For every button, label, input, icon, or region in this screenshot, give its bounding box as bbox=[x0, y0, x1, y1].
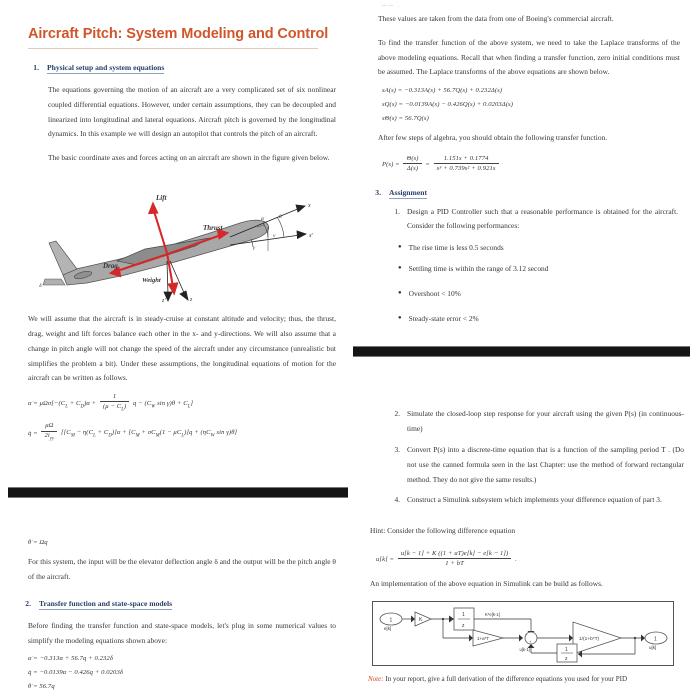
note-text: In your report, give a full derivation of the difference equations you used for your PID bbox=[385, 675, 628, 684]
simulink-block-diagram bbox=[372, 601, 674, 666]
equation-numeric-theta: θ̇ = 56.7q bbox=[28, 683, 55, 691]
assignment-item-4-text: Construct a Simulink subsystem which implements your difference equation of part 3. bbox=[407, 495, 662, 505]
performance-bullet-1 bbox=[398, 262, 684, 276]
label-drag: Drag bbox=[103, 262, 118, 271]
page-break-bar-left bbox=[8, 487, 348, 498]
section-2-heading bbox=[20, 599, 336, 610]
equation-difference: u[k] = $\frac{u[k - 1] + K ((1 + aT)e[k] - e[k - 1])}{1 + bT}$ . bbox=[376, 549, 517, 567]
simulink-sum-plus: + bbox=[525, 632, 528, 638]
equation-theta-dot: θ̇ = Ωq bbox=[28, 539, 48, 547]
performance-bullet-2-text: Overshoot < 10% bbox=[408, 289, 461, 299]
section-1-paragraph-4: For this system, the input will be the elevator deflection angle δ and the output will be the pitch angle θ of the aircraft. bbox=[28, 557, 336, 581]
label-weight: Weight bbox=[142, 277, 161, 285]
note-label: Note: bbox=[368, 675, 384, 684]
label-axis-z-prime: z' bbox=[162, 298, 166, 304]
aircraft-body bbox=[43, 220, 269, 285]
equation-laplace-3: sΘ(s) = 56.7Q(s) bbox=[382, 115, 429, 123]
section-1-paragraph-1: The equations governing the motion of an aircraft are a very complicated set of six nonlinear coupled differential equations. However, under certain assumptions, they can be decoupled and linearized into longitudinal and lateral equations. Aircraft pitch is governed by the longitudinal dynamics. In this example we will design an autopilot that controls the pitch of an aircraft. bbox=[48, 85, 336, 139]
simulink-gain-k: K bbox=[419, 617, 423, 624]
section-1-heading bbox=[28, 63, 336, 74]
assignment-item-1-marker: 1. bbox=[394, 206, 400, 216]
hint-label: Hint: bbox=[370, 526, 386, 536]
simulink-output-port-num: 1 bbox=[654, 636, 657, 643]
aircraft-forces-diagram bbox=[25, 175, 325, 303]
assignment-item-2-marker: 2. bbox=[394, 409, 400, 419]
section-2-title: Transfer function and state-space models bbox=[39, 598, 173, 608]
label-axis-x: x bbox=[308, 203, 311, 210]
equation-numeric-alpha: α̇ = −0.313α + 56.7q + 0.232δ bbox=[28, 655, 113, 663]
bullet-dot-icon: ● bbox=[398, 315, 402, 322]
simulink-input-port-num: 1 bbox=[389, 617, 393, 624]
label-axis-x-prime: x' bbox=[309, 233, 313, 240]
equation-alpha-dot: α̇ = $\mu\Omega\sigma[-(C_L + C_D)\alpha$ + $\frac{1}{(\mu - C_L)}$ $q - (C_W$ $\sin \gamma)\theta + C_L$] bbox=[28, 392, 194, 413]
simulink-signal-top-label: K*e[k-1] bbox=[485, 612, 500, 618]
performance-bullet-0 bbox=[398, 241, 684, 255]
assignment-item-3 bbox=[390, 443, 684, 487]
section-2-paragraph-1: Before finding the transfer function and state-space models, let's plug in some numerical values to simplify the modeling equations shown above: bbox=[28, 620, 336, 645]
simulink-delay2-den: z bbox=[565, 656, 568, 663]
simulink-sum-minus: + bbox=[529, 639, 532, 645]
section-3-title: Assignment bbox=[389, 187, 427, 197]
assignment-item-2 bbox=[390, 407, 684, 437]
simulink-signal-bottom-label: u[k-1] bbox=[519, 647, 530, 653]
label-alpha: α bbox=[261, 216, 264, 223]
section-1-title: Physical setup and system equations bbox=[47, 63, 165, 72]
label-theta: θ bbox=[279, 214, 282, 221]
tf-denominator: s³ + 0.739s² + 0.921s bbox=[436, 164, 496, 172]
equation-laplace-1: sA(s) = −0.313A(s) + 56.7Q(s) + 0.232Δ(s) bbox=[382, 87, 503, 95]
assignment-item-2-text: Simulate the closed-loop step response for your aircraft using the given P(s) (in continuous-time) bbox=[407, 409, 684, 434]
cut-off-equation-fragment: —— . bbox=[382, 4, 402, 9]
tf-lhs: P(s) bbox=[382, 160, 394, 168]
simulink-gain-a: 1+a*T bbox=[477, 636, 490, 642]
section-1-paragraph-2: The basic coordinate axes and forces acting on an aircraft are shown in the figure given below. bbox=[48, 153, 330, 163]
section-1-paragraph-3: We will assume that the aircraft is in steady-cruise at constant altitude and velocity; thus, the thrust, drag, weight and lift forces balance each other in the x- and y-directions. We will also assume that a change in pitch angle will not change the speed of the aircraft under any circumstance (unrealistic but simplifies the problem a bit). Under these assumptions, the longitudinal equations of motion for the aircraft can be written as follows. bbox=[28, 314, 336, 383]
assignment-item-4-marker: 4. bbox=[394, 495, 400, 505]
label-delta: δ bbox=[39, 283, 42, 290]
right-paragraph-2: To find the transfer function of the above system, we need to take the Laplace transforms of the above modeling equations. Recall that when finding a transfer function, zero initial conditions must be assumed. The Laplace transforms of the above equations are shown below. bbox=[378, 37, 680, 77]
assignment-item-1-text: Design a PID Controller such that a reasonable performance is obtained for the aircraft. Consider the following performances: bbox=[407, 206, 678, 231]
page-title: Aircraft Pitch: System Modeling and Control bbox=[28, 26, 329, 42]
difference-eq-denominator: 1 + bT bbox=[445, 559, 464, 567]
simulink-input-label: e[k] bbox=[384, 626, 392, 632]
difference-eq-numerator: u[k − 1] + K ((1 + aT)e[k] − e[k − 1]) bbox=[398, 550, 512, 560]
section-3-number: 3. bbox=[375, 187, 381, 197]
section-2-number: 2. bbox=[25, 598, 31, 608]
equation-laplace-2: sQ(s) = −0.0139A(s) − 0.426Q(s) + 0.0203Δ(s) bbox=[382, 101, 514, 109]
performance-bullet-0-text: The rise time is less 0.5 seconds bbox=[408, 243, 504, 253]
difference-eq-lhs: u[k] = bbox=[376, 555, 395, 563]
page-right bbox=[350, 0, 700, 700]
simulink-gain-b: 1/(1+b*T) bbox=[579, 637, 600, 643]
right-paragraph-1: These values are taken from the data from one of Boeing's commercial aircraft. bbox=[378, 14, 614, 23]
label-lift: Lift bbox=[156, 194, 167, 203]
equation-transfer-function: P(s) = $\frac{\Theta(s)}{\Delta(s)}$ = $\frac{1.151s + 0.1774}{\text{s³ + 0.739s² + 0.921s}}$ bbox=[382, 155, 680, 173]
right-paragraph-3: After few steps of algebra, you should obtain the following transfer function. bbox=[378, 133, 608, 143]
hint-line bbox=[370, 524, 684, 539]
section-3-heading bbox=[370, 188, 684, 199]
assignment-item-4 bbox=[390, 493, 684, 508]
performance-bullet-3-text: Steady-state error < 2% bbox=[408, 314, 479, 324]
label-axis-z: z bbox=[190, 297, 193, 304]
tf-delta: Δ(s) bbox=[406, 164, 419, 172]
section-1-number: 1. bbox=[33, 63, 39, 72]
performance-bullet-3 bbox=[398, 312, 684, 326]
hint-text: Consider the following difference equation bbox=[387, 526, 516, 536]
label-thrust: Thrust bbox=[203, 224, 223, 233]
report-note bbox=[368, 675, 700, 683]
performance-bullet-1-text: Settling time is within the range of 3.12 second bbox=[408, 264, 549, 274]
tf-numerator: 1.151s + 0.1774 bbox=[434, 155, 499, 165]
label-gamma: γ bbox=[253, 245, 256, 252]
title-divider bbox=[28, 48, 318, 49]
assignment-item-1 bbox=[390, 205, 678, 235]
bullet-dot-icon: ● bbox=[398, 265, 402, 272]
bullet-dot-icon: ● bbox=[398, 244, 402, 251]
simulink-delay1-den: z bbox=[462, 623, 465, 630]
tf-theta: Θ(s) bbox=[403, 155, 421, 165]
performance-bullet-list bbox=[370, 241, 684, 326]
assignment-item-3-marker: 3. bbox=[394, 445, 400, 455]
equation-numeric-q: q̇ = −0.0139α − 0.426q + 0.0203δ bbox=[28, 669, 124, 677]
simulink-delay1-num: 1 bbox=[462, 612, 465, 619]
simulink-delay2-num: 1 bbox=[565, 647, 568, 654]
hint-after-text: An implementation of the above equation in Simulink can be build as follows. bbox=[370, 578, 603, 588]
simulink-output-label: u[k] bbox=[649, 645, 657, 651]
label-velocity: v bbox=[273, 233, 276, 240]
page-break-bar-right bbox=[353, 346, 690, 357]
assignment-item-3-text: Convert P(s) into a discrete-time equation that is a function of the sampling period T . (Do not use the canned formula seen in the last Chapter: use the method of forward rectangular method. They do not give the same results.) bbox=[407, 445, 684, 484]
bullet-dot-icon: ● bbox=[398, 290, 402, 297]
equation-q-dot: q̇ = $\frac{\mu\Omega}{2i_{yy}}$ [$[C_M - \eta(C_L + C_D)]\alpha + [C_M + \sigma C_M(1 - \mu C_L)]q + (\eta C_W$ sin γ)θ] bbox=[28, 422, 238, 442]
performance-bullet-2 bbox=[398, 287, 684, 301]
